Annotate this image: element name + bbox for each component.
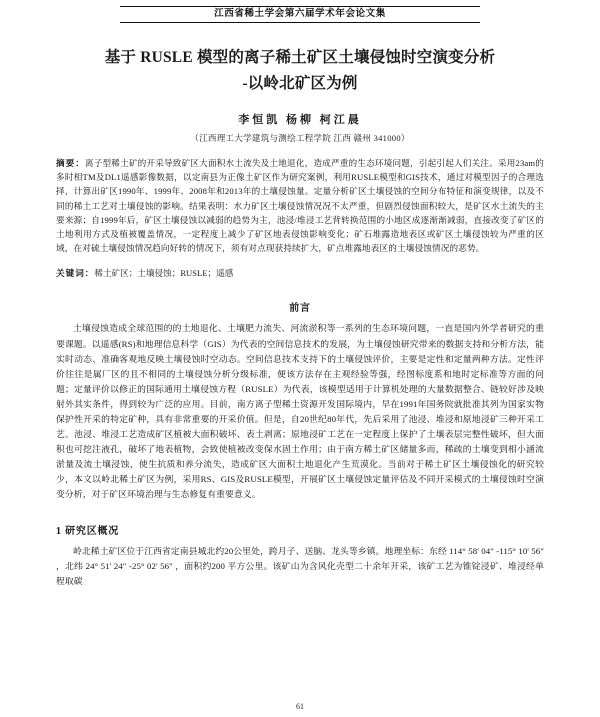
page-title bbox=[56, 45, 544, 97]
keywords-label: 关键词： bbox=[56, 268, 95, 279]
abstract-label: 摘要： bbox=[56, 158, 85, 168]
section-heading-preface: 前言 bbox=[289, 303, 311, 315]
title-line-1: 基于 RUSLE 模型的离子稀土矿区土壤侵蚀时空演变分析 bbox=[104, 49, 496, 66]
section-paragraph-study-area: 岭北稀土矿区位于江西省定南县城北约20公里处，跨月子、送脑、龙头等乡镇。地理坐标：东经 114° 58' 04" -115° 10' 56" ，北纬 24° 51' 24" -25° 02' 56" ，面积约200 平方公里。该矿山为含风化壳型二十余年开采，该矿工艺为锥锭浸矿、堆浸经单程取碳 bbox=[56, 545, 544, 586]
title-line-2: -以岭北矿区为例 bbox=[242, 75, 358, 92]
page-number: 61 bbox=[296, 702, 304, 711]
running-header: 江西省稀土学会第六届学术年会论文集 bbox=[120, 6, 480, 23]
paper-page bbox=[0, 6, 600, 717]
author-affiliation: （江西理工大学建筑与测绘工程学院 江西 赣州 341000） bbox=[190, 133, 410, 143]
abstract-text: 离子型稀土矿的开采导致矿区大面积水土流失及土地退化，造成严重的生态环境问题，引起引起人们关注。采用23am的多时相TM及DL1遥感影像数据，以定南县为正像土矿区作为研究案例，利用RUSLE模型和GIS技术，通过对模型因子的合理选择，计算出矿区1990年、1999年、2008年和2013年的土壤侵蚀量。定量分析矿区土壤侵蚀的空间分布特征和演变规律，以及不同的稀土工艺对土壤侵蚀的影响。结果表明：水力矿区土壤侵蚀情况况不太严重，但剧烈侵蚀面积较大，是矿区水土流失的主要来源；自1999年后，矿区土壤侵蚀以减弱的趋势为主，池浸/堆浸工艺背转换范围的小地区成逐渐渐减弱，直接改变了矿区的土地利用方式及植被覆盖情况，一定程度上减少了矿区地表侵蚀影响变化；矿石堆露造地表区或矿区土壤侵蚀较为严重的区域，在对硫土壤侵蚀情况趋向好转的情况下，须有对点现获持续扩大，矿点堆露地表区的土壤侵蚀情况的恶势。 bbox=[56, 158, 544, 254]
section-heading-study-area: 1 研究区概况 bbox=[56, 525, 120, 537]
author-list: 李恒凯 杨柳 柯江晨 bbox=[238, 114, 362, 126]
keywords-text: 稀土矿区；土壤侵蚀；RUSLE；遥感 bbox=[94, 268, 234, 279]
abstract-block bbox=[56, 156, 544, 255]
page-body bbox=[0, 45, 600, 589]
keywords-block bbox=[56, 266, 544, 280]
abstract-paragraph bbox=[56, 156, 544, 255]
section-paragraph-preface: 土壤侵蚀造成全球范围的的土地退化、土壤肥力流失、河流淤积等一系列的生态环境问题，一直是国内外学者研究的重要课题。以遥感(RS)和地理信息科学（GIS）为代表的空间信息技术的发展，为土壤侵蚀研究带来的数据支持和分析方法，能实时动态、准确客观地反映土壤侵蚀时空动态。空间信息技术支持下的土壤侵蚀评价，主要是定性和定量两种方法。定性评价往往是属厂区的且不相同的土壤侵蚀分析分级标准，便该方法存在主观经验等强，经图标度系和地时定标准等方面的问题；定量评价以修正的国际通用土壤侵蚀方程（RUSLE）为代表，该模型适用于计算机处理的大量数据整合、链较好涉及映射外其实条件，得到较为广泛的应用。目前，南方离子型稀土资源开发国际境内，早在1991年国务院就批准其列为国家实物保护性开采的特定矿种，具有非常重要的开采价值。但是，自20世纪80年代，先后采用了池浸、堆浸和原地浸矿三种开采工艺。池浸、堆浸工艺造成矿区植被大面积破坏、表土剥离；原地浸矿工艺在一定程度上保护了土壤表层完整性破坏，但大面积也可挖注液孔，破坏了地表植物，会致使植被改变保水固土作用；由于南方稀土矿区储量多而，稀疏的土壤变到相小涵流淤量及流土壤浸蚀，使生抗质和养分流失，造成矿区大面积土地退化产生荒漠化。当前对于稀土矿区土壤侵蚀化的研究较少，本文以岭北稀土矿区为例，采用RS、GIS及RUSLE模型，开展矿区土壤侵蚀定量评估及不同开采模式的土壤侵蚀时空演变分析，对于矿区环境治理与生态修复有重要意义。 bbox=[56, 323, 544, 500]
